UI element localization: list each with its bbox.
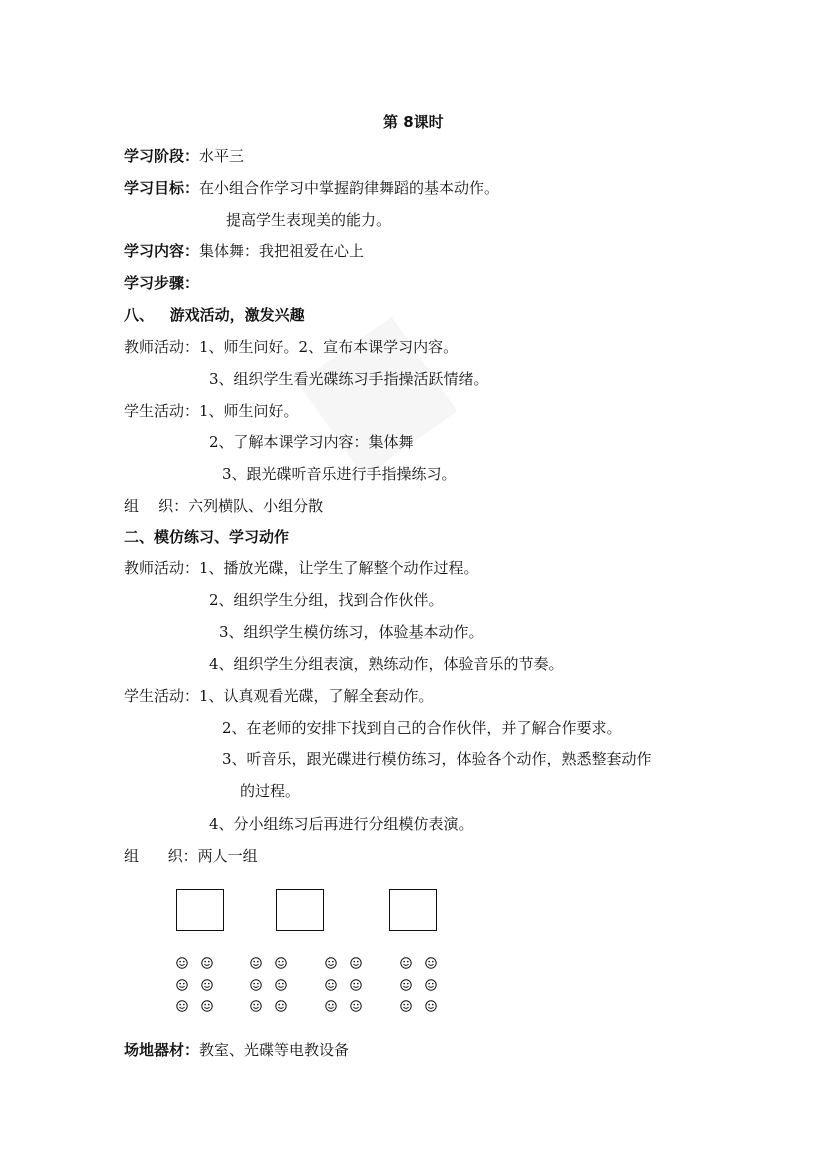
stage-value: 水平三 (199, 147, 245, 165)
student-smiley-icon (275, 976, 287, 988)
student-smiley-icon (400, 954, 412, 966)
goal-value-2: 提高学生表现美的能力。 (226, 211, 392, 229)
steps-label: 学习步骤： (124, 274, 200, 292)
section2-org: 组 织：两人一组 (124, 847, 258, 865)
student-smiley-icon (350, 976, 362, 988)
content-label: 学习内容： (124, 242, 200, 260)
goal-label: 学习目标： (124, 179, 200, 197)
section2-teacher-4: 4、组织学生分组表演，熟练动作，体验音乐的节奏。 (209, 655, 564, 673)
section1-org: 组 织：六列横队、小组分散 (124, 497, 324, 515)
section2-student-4: 4、分小组练习后再进行分组模仿表演。 (209, 815, 474, 833)
section1-student-3: 3、跟光碟听音乐进行手指操练习。 (222, 465, 457, 483)
stage-line (124, 146, 244, 166)
student-smiley-icon (425, 976, 437, 988)
student-smiley-icon (325, 954, 337, 966)
section2-heading: 二、模仿练习、学习动作 (124, 528, 290, 546)
station-box (389, 889, 437, 931)
equipment-label: 场地器材： (124, 1041, 200, 1059)
student-smiley-icon (400, 976, 412, 988)
student-smiley-icon (201, 976, 213, 988)
student-smiley-icon (250, 997, 262, 1009)
student-smiley-icon (350, 997, 362, 1009)
section2-teacher-2: 2、组织学生分组，找到合作伙伴。 (209, 591, 444, 609)
student-smiley-icon (250, 976, 262, 988)
section2-student-3b: 的过程。 (240, 782, 301, 800)
section1-heading: 八、 游戏活动，激发兴趣 (124, 306, 305, 324)
student-smiley-icon (250, 954, 262, 966)
section1-student-2: 2、了解本课学习内容：集体舞 (209, 433, 414, 451)
section2-student-2: 2、在老师的安排下找到自己的合作伙伴，并了解合作要求。 (222, 719, 622, 737)
goal-value-1: 在小组合作学习中掌握韵律舞蹈的基本动作。 (199, 179, 500, 197)
stage-label: 学习阶段： (124, 147, 200, 165)
student-smiley-icon (350, 954, 362, 966)
lesson-title: 第 8课时 (383, 113, 444, 131)
section1-student-1: 学生活动：1、师生问好。 (124, 402, 299, 420)
section2-student-1: 学生活动：1、认真观看光碟，了解全套动作。 (124, 687, 434, 705)
section2-teacher-1: 教师活动：1、播放光碟，让学生了解整个动作过程。 (124, 559, 479, 577)
station-box (176, 889, 224, 931)
equipment-value: 教室、光碟等电教设备 (199, 1041, 350, 1059)
content-value: 集体舞：我把祖爱在心上 (199, 242, 365, 260)
student-smiley-icon (176, 954, 188, 966)
student-smiley-icon (176, 997, 188, 1009)
content-line (124, 241, 364, 261)
station-box (276, 889, 324, 931)
section2-student-3a: 3、听音乐，跟光碟进行模仿练习，体验各个动作，熟悉整套动作 (222, 750, 652, 768)
student-smiley-icon (325, 997, 337, 1009)
student-smiley-icon (425, 997, 437, 1009)
student-smiley-icon (201, 954, 213, 966)
section1-teacher-2: 3、组织学生看光碟练习手指操活跃情绪。 (209, 370, 489, 388)
student-smiley-icon (201, 997, 213, 1009)
student-smiley-icon (425, 954, 437, 966)
goal-line (124, 178, 499, 198)
student-smiley-icon (325, 976, 337, 988)
student-smiley-icon (176, 976, 188, 988)
equipment-line (124, 1040, 349, 1060)
student-smiley-icon (400, 997, 412, 1009)
section1-teacher-1: 教师活动：1、师生问好。2、宣布本课学习内容。 (124, 338, 459, 356)
student-smiley-icon (275, 954, 287, 966)
section2-teacher-3: 3、组织学生模仿练习，体验基本动作。 (219, 623, 484, 641)
student-smiley-icon (275, 997, 287, 1009)
